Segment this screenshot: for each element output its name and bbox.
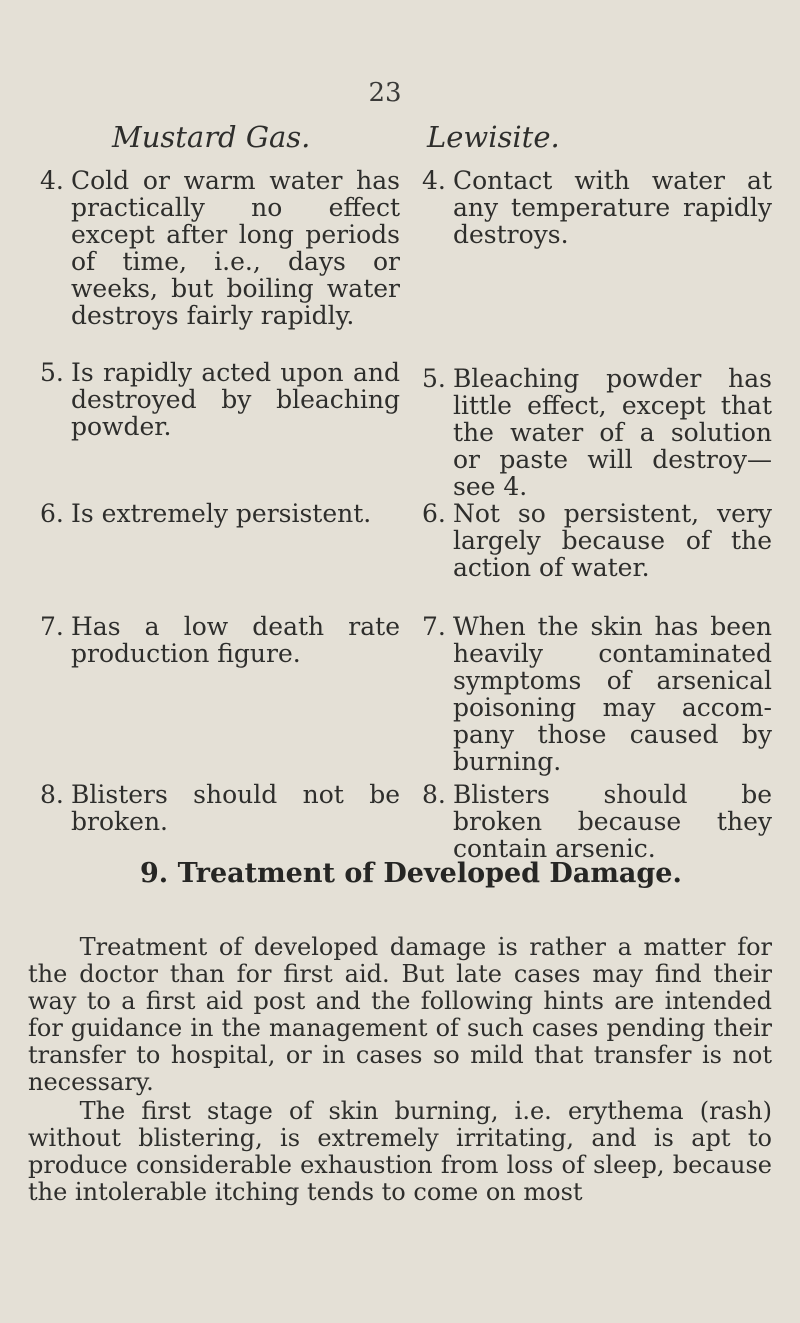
lewisite-item-7 bbox=[422, 613, 772, 775]
section-heading: 9. Treatment of Developed Damage. bbox=[140, 858, 682, 889]
item-number: 8. bbox=[422, 780, 446, 809]
mustard-item-8 bbox=[40, 781, 400, 835]
mustard-item-7 bbox=[40, 613, 400, 667]
item-text: Bleaching powder has little effect, except that the water of a solution or paste will destroy—see 4. bbox=[453, 364, 772, 501]
mustard-item-5 bbox=[40, 359, 400, 440]
mustard-item-4 bbox=[40, 167, 400, 329]
item-number: 4. bbox=[40, 166, 64, 195]
item-number: 4. bbox=[422, 166, 446, 195]
lewisite-item-8 bbox=[422, 781, 772, 862]
mustard-item-6 bbox=[40, 500, 400, 527]
lewisite-heading: Lewisite. bbox=[427, 120, 560, 154]
item-text: Contact with water at any temperature rapidly destroys. bbox=[453, 166, 772, 249]
item-number: 7. bbox=[422, 612, 446, 641]
item-text: Is extremely persistent. bbox=[71, 499, 372, 528]
item-number: 8. bbox=[40, 780, 64, 809]
item-number: 7. bbox=[40, 612, 64, 641]
page-number: 23 bbox=[368, 78, 402, 108]
item-text: Cold or warm water has practically no effect except after long periods of time, i.e., days or weeks, but boiling water destroys fairly rapidly. bbox=[71, 166, 400, 330]
item-number: 5. bbox=[40, 358, 64, 387]
item-text: Blisters should be broken because they contain arsenic. bbox=[453, 780, 772, 863]
mustard-gas-heading: Mustard Gas. bbox=[112, 120, 311, 154]
lewisite-item-6 bbox=[422, 500, 772, 581]
item-text: When the skin has been heavily contaminated symptoms of arsenical poisoning may accom-pany those caused by burning. bbox=[453, 612, 772, 776]
lewisite-item-5 bbox=[422, 365, 772, 500]
lewisite-item-4 bbox=[422, 167, 772, 248]
item-number: 6. bbox=[40, 499, 64, 528]
item-number: 5. bbox=[422, 364, 446, 393]
body-paragraph: Treatment of developed damage is rather a matter for the doctor than for first aid. But late cases may find their way to a first aid post and the following hints are intended for guidance in the management of such cases pending their transfer to hospital, or in cases so mild that transfer is not necessary. bbox=[28, 933, 772, 1096]
item-text: Blisters should not be broken. bbox=[71, 780, 400, 836]
item-number: 6. bbox=[422, 499, 446, 528]
item-text: Is rapidly acted upon and destroyed by bleaching powder. bbox=[71, 358, 400, 441]
item-text: Has a low death rate production figure. bbox=[71, 612, 400, 668]
body-paragraph: The first stage of skin burning, i.e. erythema (rash) without blistering, is extremely irritating, and is apt to produce considerable exhaustion from loss of sleep, because the intolerable itching tends to come on most bbox=[28, 1097, 772, 1206]
item-text: Not so persistent, very largely because of the action of water. bbox=[453, 499, 772, 582]
